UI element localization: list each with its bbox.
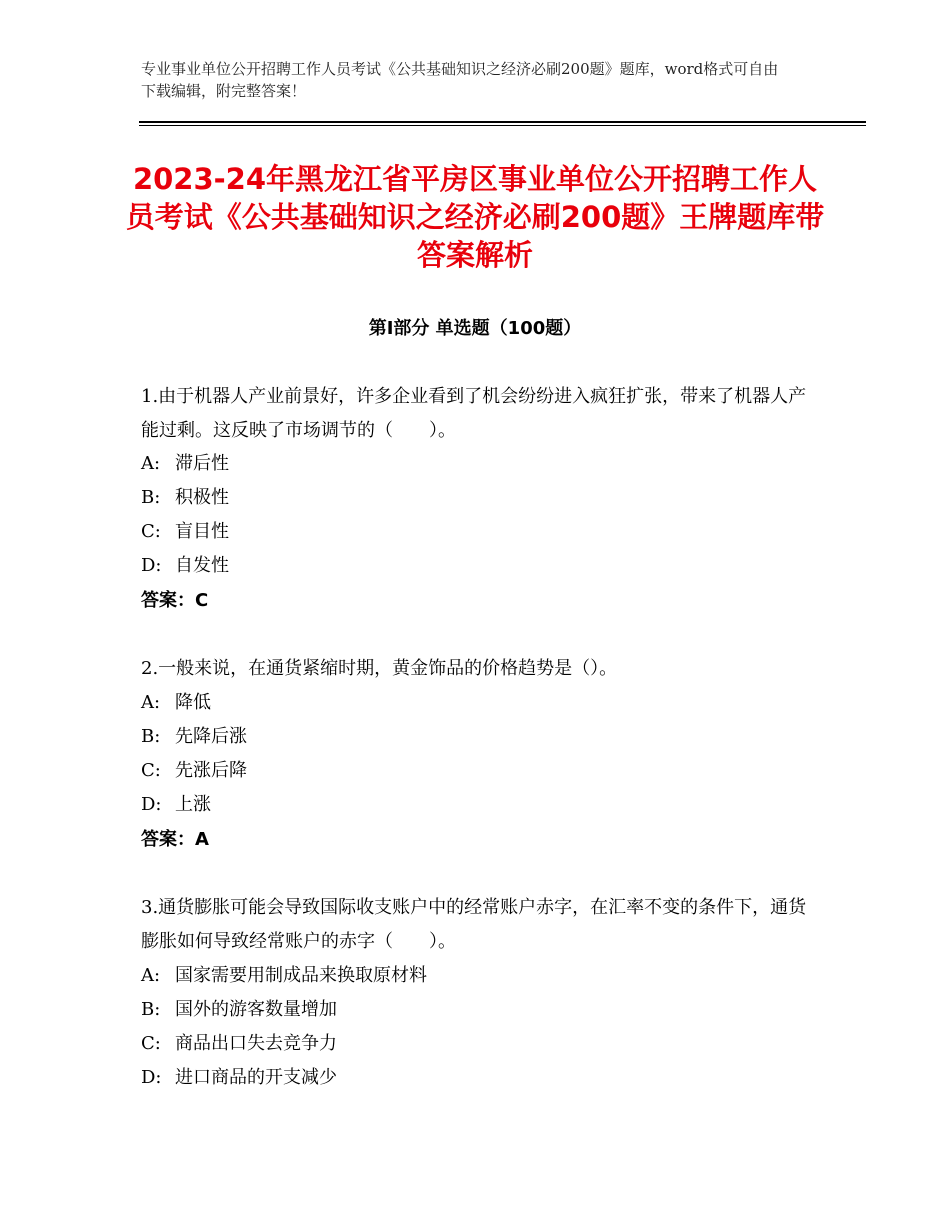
option-text: 自发性 [175,555,229,576]
question-3-option-d [141,1061,811,1095]
option-letter: D: [141,555,162,576]
question-1-option-c [141,515,811,549]
header-note: 专业事业单位公开招聘工作人员考试《公共基础知识之经济必刷200题》题库，word格式可自由下载编辑，附完整答案！ [141,60,779,100]
question-1-option-a [141,447,811,481]
question-1-option-d [141,549,811,583]
header-rule-thin [139,125,866,126]
option-text: 进口商品的开支减少 [175,1067,337,1088]
option-letter: D: [141,794,162,815]
option-text: 商品出口失去竞争力 [175,1033,337,1054]
question-2-option-b [141,720,811,754]
option-text: 滞后性 [175,453,229,474]
question-3-option-a [141,959,811,993]
option-letter: B: [141,999,161,1020]
option-letter: A: [141,692,161,713]
option-letter: A: [141,965,161,986]
header-rule-thick [139,121,866,123]
option-letter: C: [141,760,161,781]
option-text: 先降后涨 [175,726,247,747]
option-text: 盲目性 [175,521,229,542]
option-text: 国外的游客数量增加 [175,999,337,1020]
question-3-stem: 3.通货膨胀可能会导致国际收支账户中的经常账户赤字，在汇率不变的条件下，通货膨胀如何导致经常账户的赤字（ ）。 [141,897,807,952]
option-text: 国家需要用制成品来换取原材料 [175,965,427,986]
question-1-stem: 1.由于机器人产业前景好，许多企业看到了机会纷纷进入疯狂扩张，带来了机器人产能过剩。这反映了市场调节的（ ）。 [141,386,807,441]
question-2-answer: 答案：A [141,829,209,850]
document-title: 2023-24年黑龙江省平房区事业单位公开招聘工作人员考试《公共基础知识之经济必刷200题》王牌题库带答案解析 [125,162,825,272]
option-letter: C: [141,521,161,542]
option-text: 先涨后降 [175,760,247,781]
section-title: 第Ⅰ部分 单选题（100题） [368,318,582,339]
option-text: 积极性 [175,487,229,508]
question-1-answer: 答案：C [141,590,209,611]
question-3-option-c [141,1027,811,1061]
question-1-option-b [141,481,811,515]
option-letter: C: [141,1033,161,1054]
option-letter: D: [141,1067,162,1088]
question-2-stem: 2.一般来说，在通货紧缩时期，黄金饰品的价格趋势是（）。 [141,658,618,679]
option-text: 降低 [175,692,211,713]
option-letter: B: [141,487,161,508]
option-letter: A: [141,453,161,474]
question-2-option-d [141,788,811,822]
option-letter: B: [141,726,161,747]
option-text: 上涨 [175,794,211,815]
question-2-option-c [141,754,811,788]
question-2-option-a [141,686,811,720]
question-3-option-b [141,993,811,1027]
